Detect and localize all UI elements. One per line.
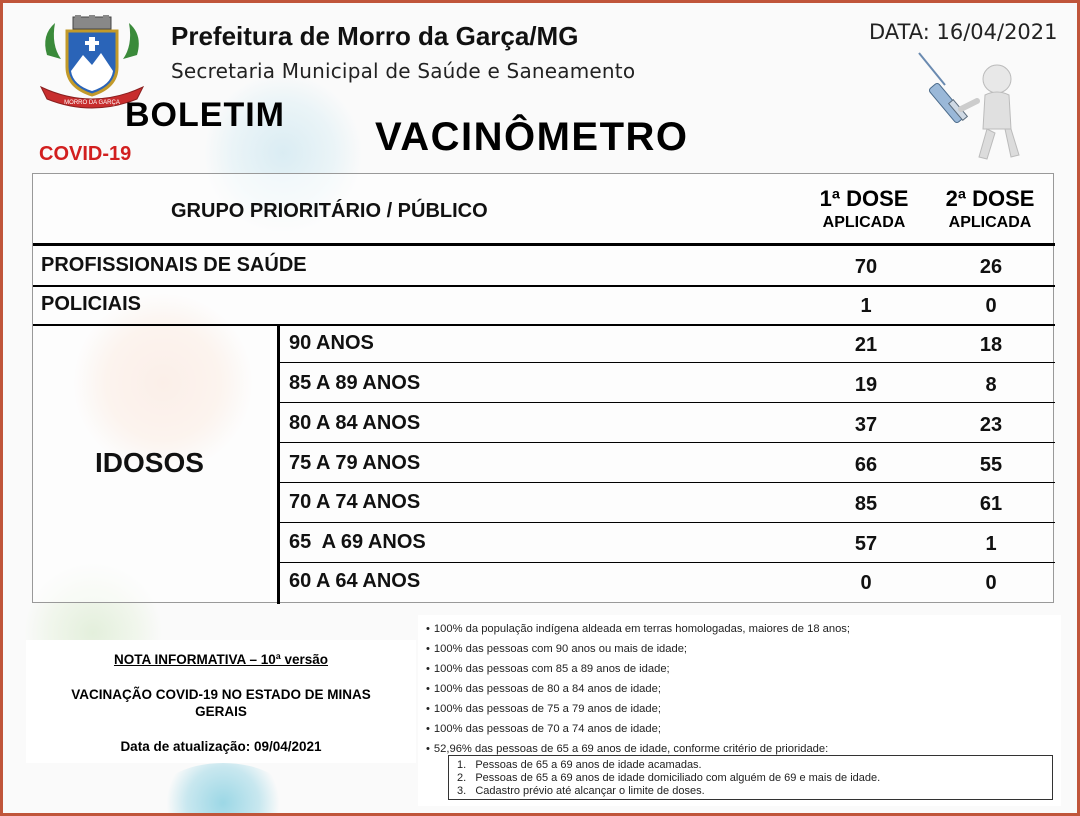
cell-dose1: 21 (854, 334, 878, 356)
vacinometro-heading: VACINÔMETRO (375, 115, 689, 159)
row-label-age: 65 A 69 ANOS (289, 531, 426, 553)
nota-update-date: Data de atualização: 09/04/2021 (120, 739, 322, 754)
row-divider (33, 324, 1055, 326)
row-divider (279, 402, 1055, 403)
cell-dose1: 85 (854, 493, 878, 515)
virus-background-image (153, 763, 293, 816)
cell-dose2: 26 (979, 256, 1003, 278)
cell-dose2: 1 (985, 533, 997, 555)
column-header-first-dose (809, 186, 919, 232)
list-item: • 100% da população indígena aldeada em terras homologadas, maiores de 18 anos; (426, 619, 850, 639)
list-item: • 100% das pessoas de 80 a 84 anos de idade; (426, 679, 850, 699)
coverage-notes-panel (418, 615, 1061, 806)
cell-dose1: 70 (854, 256, 878, 278)
bulletin-date: DATA: 16/04/2021 (869, 20, 1058, 44)
boletim-heading: BOLETIM (125, 96, 285, 134)
row-label-policiais: POLICIAIS (41, 293, 142, 315)
row-divider (279, 522, 1055, 523)
column-header-second-dose (935, 186, 1045, 232)
criteria-box (448, 755, 1053, 800)
cell-dose2: 8 (985, 374, 997, 396)
row-divider (33, 285, 1055, 287)
page-title: Prefeitura de Morro da Garça/MG (171, 21, 579, 51)
column-header-group: GRUPO PRIORITÁRIO / PÚBLICO (171, 200, 488, 222)
criteria-item: 3. Cadastro prévio até alcançar o limite de doses. (457, 785, 705, 797)
cell-dose2: 0 (985, 295, 997, 317)
cell-dose2: 0 (985, 572, 997, 594)
idosos-group-label: IDOSOS (95, 447, 204, 478)
row-label-profissionais: PROFISSIONAIS DE SAÚDE (41, 254, 307, 276)
second-dose-label: 2ª DOSE (945, 186, 1035, 211)
first-dose-label: 1ª DOSE (819, 186, 909, 211)
row-divider (279, 442, 1055, 443)
list-item: • 52,96% das pessoas de 65 a 69 anos de idade, conforme critério de prioridade: (426, 739, 850, 759)
second-dose-sublabel: APLICADA (948, 214, 1032, 231)
row-label-age: 60 A 64 ANOS (289, 570, 421, 592)
cell-dose1: 19 (854, 374, 878, 396)
row-divider (279, 362, 1055, 363)
nota-informativa-box (26, 640, 416, 763)
cell-dose1: 66 (854, 454, 878, 476)
row-divider (279, 562, 1055, 563)
nota-subject: VACINAÇÃO COVID-19 NO ESTADO DE MINAS GERAIS (71, 687, 371, 719)
criteria-item: 1. Pessoas de 65 a 69 anos de idade acamadas. (457, 759, 702, 771)
row-label-age: 75 A 79 ANOS (289, 452, 421, 474)
row-label-age: 70 A 74 ANOS (289, 491, 421, 513)
nota-title: NOTA INFORMATIVA – 10ª versão (113, 652, 329, 667)
coverage-list (426, 619, 850, 759)
row-label-age: 85 A 89 ANOS (289, 372, 421, 394)
vaccination-table (32, 173, 1054, 603)
header-divider (33, 243, 1055, 246)
cell-dose2: 23 (979, 414, 1003, 436)
list-item: • 100% das pessoas de 75 a 79 anos de idade; (426, 699, 850, 719)
list-item: • 100% das pessoas de 70 a 74 anos de idade; (426, 719, 850, 739)
row-label-age: 80 A 84 ANOS (289, 412, 421, 434)
covid-label: COVID-19 (39, 143, 132, 165)
svg-text:MORRO DA GARÇA: MORRO DA GARÇA (64, 100, 120, 106)
cell-dose1: 0 (860, 572, 872, 594)
list-item: • 100% das pessoas com 90 anos ou mais de idade; (426, 639, 850, 659)
criteria-item: 2. Pessoas de 65 a 69 anos de idade domiciliado com alguém de 69 e mais de idade. (457, 772, 881, 784)
page-subtitle: Secretaria Municipal de Saúde e Saneamento (171, 59, 636, 83)
cell-dose2: 18 (979, 334, 1003, 356)
cell-dose2: 61 (979, 493, 1003, 515)
first-dose-sublabel: APLICADA (822, 214, 906, 231)
cell-dose1: 37 (854, 414, 878, 436)
syringe-figure-icon (915, 49, 1035, 167)
list-item: • 100% das pessoas com 85 a 89 anos de idade; (426, 659, 850, 679)
cell-dose1: 57 (854, 533, 878, 555)
cell-dose1: 1 (860, 295, 872, 317)
row-label-age: 90 ANOS (289, 332, 374, 354)
cell-dose2: 55 (979, 454, 1003, 476)
idosos-column-divider (277, 324, 280, 604)
row-divider (279, 482, 1055, 483)
